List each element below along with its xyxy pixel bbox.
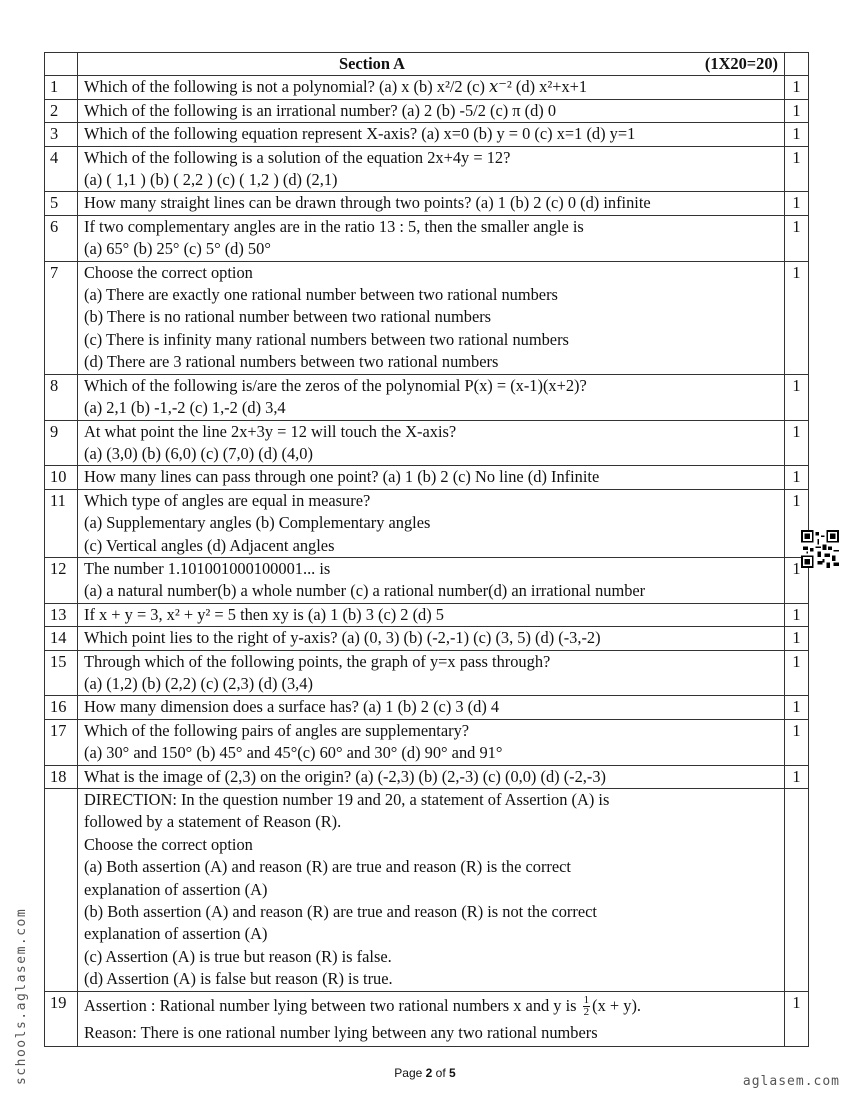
question-6-number: 6 bbox=[45, 215, 78, 261]
question-7-line: (a) There are exactly one rational number between two rational numbers bbox=[84, 285, 558, 305]
question-9-text bbox=[78, 420, 785, 466]
page-current: 2 bbox=[425, 1066, 433, 1080]
question-3-number: 3 bbox=[45, 123, 78, 146]
direction-text bbox=[78, 789, 785, 992]
qr-code-icon bbox=[801, 530, 839, 568]
question-1-row bbox=[45, 76, 809, 99]
section-header-row bbox=[45, 53, 809, 76]
question-16-line: How many dimension does a surface has? (a) 1 (b) 2 (c) 3 (d) 4 bbox=[84, 697, 500, 717]
question-5-number: 5 bbox=[45, 192, 78, 215]
question-8-number: 8 bbox=[45, 374, 78, 420]
question-11-text bbox=[78, 489, 785, 557]
header-title-cell bbox=[78, 53, 785, 76]
fraction-numerator: 1 bbox=[583, 994, 590, 1007]
question-7-row bbox=[45, 261, 809, 374]
question-10-mark: 1 bbox=[785, 466, 809, 489]
question-10-number: 10 bbox=[45, 466, 78, 489]
question-1-number: 1 bbox=[45, 76, 78, 99]
direction-line: DIRECTION: In the question number 19 and 20, a statement of Assertion (A) is bbox=[84, 790, 610, 809]
question-4-line: Which of the following is a solution of the equation 2x+4y = 12? bbox=[84, 147, 511, 167]
question-1-line: Which of the following is not a polynomial? (a) x (b) x²/2 (c) 𝑥⁻² (d) x²+x+1 bbox=[84, 77, 588, 97]
question-15-line: (a) (1,2) (b) (2,2) (c) (2,3) (d) (3,4) bbox=[84, 673, 313, 693]
question-2-line: Which of the following is an irrational number? (a) 2 (b) -5/2 (c) π (d) 0 bbox=[84, 100, 557, 120]
question-14-row bbox=[45, 627, 809, 650]
question-6-line: If two complementary angles are in the ratio 13 : 5, then the smaller angle is bbox=[84, 216, 584, 236]
question-3-mark: 1 bbox=[785, 123, 809, 146]
question-5-text bbox=[78, 192, 785, 215]
page-of: of bbox=[432, 1066, 450, 1080]
question-14-line: Which point lies to the right of y-axis? (a) (0, 3) (b) (-2,-1) (c) (3, 5) (d) (-3,-2) bbox=[84, 628, 601, 648]
question-18-mark: 1 bbox=[785, 765, 809, 788]
question-11-line: (c) Vertical angles (d) Adjacent angles bbox=[84, 535, 335, 555]
direction-line: explanation of assertion (A) bbox=[84, 879, 268, 899]
question-9-mark: 1 bbox=[785, 420, 809, 466]
question-8-mark: 1 bbox=[785, 374, 809, 420]
question-5-line: How many straight lines can be drawn through two points? (a) 1 (b) 2 (c) 0 (d) infinite bbox=[84, 193, 651, 213]
question-9-line: At what point the line 2x+3y = 12 will touch the X-axis? bbox=[84, 421, 457, 441]
question-14-number: 14 bbox=[45, 627, 78, 650]
question-1-text bbox=[78, 76, 785, 99]
question-8-row bbox=[45, 374, 809, 420]
header-mark-cell bbox=[785, 53, 809, 76]
question-10-row bbox=[45, 466, 809, 489]
question-14-mark: 1 bbox=[785, 627, 809, 650]
question-12-mark: 1 bbox=[785, 557, 809, 603]
question-19-row bbox=[45, 991, 809, 1046]
question-16-number: 16 bbox=[45, 696, 78, 719]
question-8-text bbox=[78, 374, 785, 420]
question-13-mark: 1 bbox=[785, 603, 809, 626]
question-5-mark: 1 bbox=[785, 192, 809, 215]
question-19-mark: 1 bbox=[785, 991, 809, 1046]
question-7-line: (b) There is no rational number between two rational numbers bbox=[84, 307, 492, 327]
question-12-line: The number 1.101001000100001... is bbox=[84, 558, 331, 578]
question-13-line: If x + y = 3, x² + y² = 5 then xy is (a) 1 (b) 3 (c) 2 (d) 5 bbox=[84, 604, 444, 624]
direction-line: (c) Assertion (A) is true but reason (R) is false. bbox=[84, 946, 392, 966]
question-15-mark: 1 bbox=[785, 650, 809, 696]
question-18-line: What is the image of (2,3) on the origin? (a) (-2,3) (b) (2,-3) (c) (0,0) (d) (-2,-3) bbox=[84, 766, 607, 786]
question-4-row bbox=[45, 146, 809, 192]
question-12-number: 12 bbox=[45, 557, 78, 603]
direction-row bbox=[45, 789, 809, 992]
question-2-number: 2 bbox=[45, 99, 78, 122]
page-number bbox=[0, 1066, 850, 1080]
question-15-line: Through which of the following points, the graph of y=x pass through? bbox=[84, 651, 551, 671]
question-4-line: (a) ( 1,1 ) (b) ( 2,2 ) (c) ( 1,2 ) (d) (2,1) bbox=[84, 170, 338, 190]
question-13-row bbox=[45, 603, 809, 626]
question-10-line: How many lines can pass through one point? (a) 1 (b) 2 (c) No line (d) Infinite bbox=[84, 467, 600, 487]
watermark-left: schools.aglasem.com bbox=[14, 907, 29, 1085]
question-17-line: Which of the following pairs of angles are supplementary? bbox=[84, 720, 470, 740]
question-5-row bbox=[45, 192, 809, 215]
question-6-row bbox=[45, 215, 809, 261]
question-3-row bbox=[45, 123, 809, 146]
question-9-line: (a) (3,0) (b) (6,0) (c) (7,0) (d) (4,0) bbox=[84, 443, 313, 463]
question-18-row bbox=[45, 765, 809, 788]
question-4-mark: 1 bbox=[785, 146, 809, 192]
question-9-number: 9 bbox=[45, 420, 78, 466]
question-8-line: (a) 2,1 (b) -1,-2 (c) 1,-2 (d) 3,4 bbox=[84, 398, 286, 418]
question-3-text bbox=[78, 123, 785, 146]
section-title: Section A bbox=[339, 54, 406, 73]
question-7-line: Choose the correct option bbox=[84, 262, 253, 282]
question-7-text bbox=[78, 261, 785, 374]
question-16-row bbox=[45, 696, 809, 719]
question-2-mark: 1 bbox=[785, 99, 809, 122]
question-4-number: 4 bbox=[45, 146, 78, 192]
question-14-text bbox=[78, 627, 785, 650]
question-16-mark: 1 bbox=[785, 696, 809, 719]
question-17-text bbox=[78, 719, 785, 765]
question-11-mark: 1 bbox=[785, 489, 809, 557]
direction-mark bbox=[785, 789, 809, 992]
question-4-text bbox=[78, 146, 785, 192]
question-15-number: 15 bbox=[45, 650, 78, 696]
question-18-number: 18 bbox=[45, 765, 78, 788]
question-3-line: Which of the following equation represent X-axis? (a) x=0 (b) y = 0 (c) x=1 (d) y=1 bbox=[84, 124, 636, 144]
question-11-line: Which type of angles are equal in measure? bbox=[84, 490, 371, 510]
direction-number bbox=[45, 789, 78, 992]
question-11-row bbox=[45, 489, 809, 557]
question-12-row bbox=[45, 557, 809, 603]
question-17-number: 17 bbox=[45, 719, 78, 765]
direction-line: (d) Assertion (A) is false but reason (R) is true. bbox=[84, 969, 393, 989]
question-table bbox=[44, 52, 809, 1047]
question-7-line: (d) There are 3 rational numbers between two rational numbers bbox=[84, 352, 499, 372]
direction-line: (a) Both assertion (A) and reason (R) are true and reason (R) is the correct bbox=[84, 857, 571, 877]
question-2-text bbox=[78, 99, 785, 122]
question-7-number: 7 bbox=[45, 261, 78, 374]
question-7-line: (c) There is infinity many rational numbers between two rational numbers bbox=[84, 329, 569, 349]
question-9-row bbox=[45, 420, 809, 466]
question-10-text bbox=[78, 466, 785, 489]
question-17-mark: 1 bbox=[785, 719, 809, 765]
question-18-text bbox=[78, 765, 785, 788]
question-13-number: 13 bbox=[45, 603, 78, 626]
question-15-text bbox=[78, 650, 785, 696]
assertion-line bbox=[84, 992, 784, 1020]
section-marks: (1X20=20) bbox=[704, 54, 778, 73]
question-6-mark: 1 bbox=[785, 215, 809, 261]
question-2-row bbox=[45, 99, 809, 122]
question-7-mark: 1 bbox=[785, 261, 809, 374]
question-6-text bbox=[78, 215, 785, 261]
question-17-row bbox=[45, 719, 809, 765]
assertion-prefix: Assertion : Rational number lying between two rational numbers x and y is bbox=[84, 995, 577, 1015]
page-prefix: Page bbox=[394, 1066, 426, 1080]
question-6-line: (a) 65° (b) 25° (c) 5° (d) 50° bbox=[84, 239, 271, 259]
question-11-number: 11 bbox=[45, 489, 78, 557]
question-19-number: 19 bbox=[45, 991, 78, 1046]
question-12-text bbox=[78, 557, 785, 603]
question-8-line: Which of the following is/are the zeros of the polynomial P(x) = (x-1)(x+2)? bbox=[84, 375, 587, 395]
direction-line: (b) Both assertion (A) and reason (R) are true and reason (R) is not the correct bbox=[84, 902, 597, 922]
question-1-mark: 1 bbox=[785, 76, 809, 99]
reason-line: Reason: There is one rational number lying between any two rational numbers bbox=[84, 1022, 598, 1042]
question-19-text bbox=[78, 991, 785, 1046]
fraction bbox=[583, 995, 591, 1018]
header-num-cell bbox=[45, 53, 78, 76]
question-12-line: (a) a natural number(b) a whole number (c) a rational number(d) an irrational number bbox=[84, 581, 646, 601]
question-15-row bbox=[45, 650, 809, 696]
page-total: 5 bbox=[449, 1066, 456, 1080]
direction-line: followed by a statement of Reason (R). bbox=[84, 812, 342, 832]
assertion-suffix: (x + y). bbox=[592, 995, 641, 1015]
question-17-line: (a) 30° and 150° (b) 45° and 45°(c) 60° and 30° (d) 90° and 91° bbox=[84, 743, 503, 763]
direction-line: explanation of assertion (A) bbox=[84, 924, 268, 944]
question-11-line: (a) Supplementary angles (b) Complementary angles bbox=[84, 513, 431, 533]
question-13-text bbox=[78, 603, 785, 626]
fraction-denominator: 2 bbox=[583, 1006, 590, 1019]
question-16-text bbox=[78, 696, 785, 719]
watermark-right: aglasem.com bbox=[742, 1074, 840, 1089]
direction-line: Choose the correct option bbox=[84, 834, 253, 854]
